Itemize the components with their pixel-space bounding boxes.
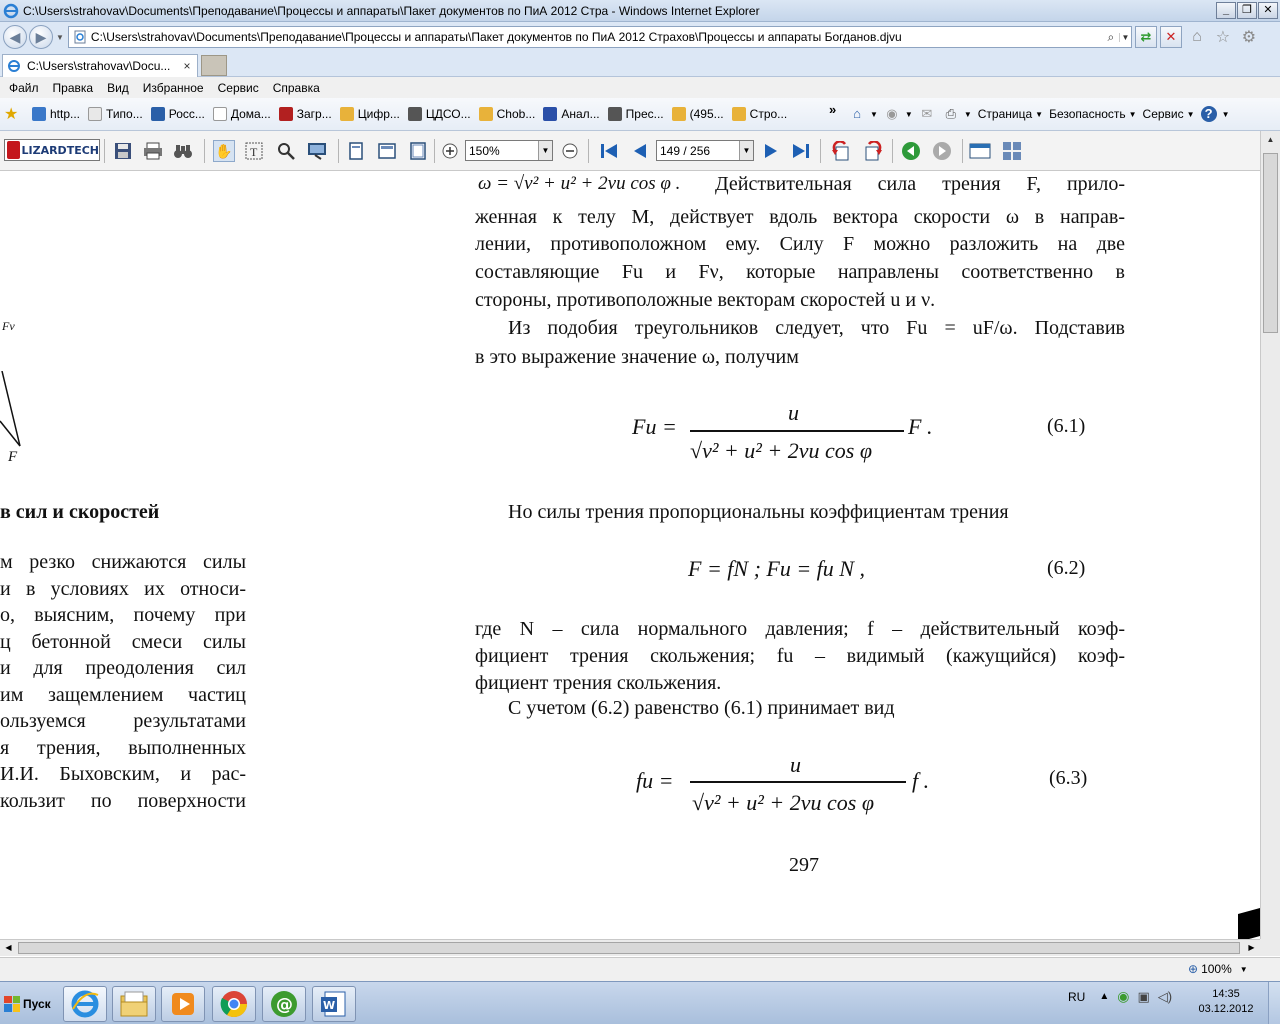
refresh-icon: ⇄ — [1140, 29, 1152, 44]
print-button[interactable] — [142, 140, 164, 162]
printer-icon: ⎙ — [945, 106, 957, 121]
mail-button[interactable] — [916, 104, 940, 124]
page-icon — [73, 30, 87, 44]
window-title: C:\Users\strahovav\Documents\Преподавание\Процессы и аппараты\Пакет документов по ПиА 2012 Стра - Windows Internet Explorer — [23, 3, 760, 18]
left-figure-arrow — [0, 371, 30, 456]
menu-edit[interactable]: Правка — [52, 80, 94, 95]
minimize-button[interactable]: _ — [1216, 2, 1236, 19]
favorite-link[interactable] — [275, 104, 336, 124]
paragraph-line: Действительная сила трения F, прило- — [715, 173, 1125, 195]
favorite-link-icon — [479, 107, 493, 121]
favorite-link[interactable] — [539, 104, 603, 124]
snapshot-icon — [307, 142, 327, 160]
find-button[interactable] — [172, 140, 194, 162]
favorite-link-icon — [32, 107, 46, 121]
favorite-link-label: Дома... — [230, 107, 271, 121]
windows-logo-icon — [4, 996, 20, 1012]
favorite-link-icon — [608, 107, 622, 121]
zoom-value: 150% — [469, 143, 500, 158]
paragraph-line: стороны, противоположные векторам скоростей u и ν. — [475, 289, 936, 311]
favorite-link-icon — [279, 107, 293, 121]
sidebar-icon — [969, 142, 991, 160]
safety-menu-label: Безопасность — [1049, 107, 1126, 121]
paragraph-line: Но силы трения пропорциональны коэффициентам трения — [508, 501, 1009, 523]
address-bar[interactable] — [68, 26, 1132, 48]
left-line: и для преодоления сил — [0, 657, 246, 679]
favorite-link-icon — [151, 107, 165, 121]
favorite-link-label: Типо... — [106, 107, 143, 121]
word-icon — [319, 989, 349, 1019]
zoom-select[interactable] — [465, 140, 553, 161]
eq2: F = fN ; Fu = fu N , — [688, 556, 865, 581]
play-icon — [169, 990, 197, 1018]
left-line: кользит по поверхности — [0, 789, 246, 812]
left-line: я трения, выполненных — [0, 736, 246, 759]
svg-text:T: T — [250, 145, 258, 159]
dropdown-arrow-icon: ▼ — [963, 109, 972, 119]
binoculars-icon — [173, 142, 193, 160]
left-line: и в условиях их относи- — [0, 577, 246, 600]
start-button[interactable] — [0, 986, 56, 1021]
eq1-rhs: F . — [908, 414, 933, 439]
top-formula: ω = √ν² + u² + 2νu cos φ . — [478, 173, 681, 194]
home-icon: ⌂ — [853, 106, 861, 121]
agent-tray-icon[interactable]: ◉ — [1117, 988, 1130, 1004]
page-number: 297 — [789, 854, 819, 876]
maximize-button[interactable]: ❐ — [1237, 2, 1257, 19]
lizardtech-logo-text: LIZARDTECH — [21, 143, 99, 157]
safety-menu[interactable] — [1046, 104, 1139, 124]
paragraph-line: С учетом (6.2) равенство (6.1) принимает вид — [508, 697, 895, 719]
more-favorites-chevron-icon[interactable]: » — [829, 102, 837, 117]
favorite-link-label: Анал... — [561, 107, 600, 121]
command-bar — [846, 104, 1232, 124]
eq1-denominator: √ν² + u² + 2νu cos φ — [690, 438, 872, 463]
paragraph-line: в это выражение значение ω, получим — [475, 346, 799, 368]
eq3-numerator: u — [790, 752, 801, 777]
favorite-link-label: Цифр... — [357, 107, 400, 121]
tab-title: C:\Users\strahovav\Docu... — [27, 59, 171, 73]
hand-icon: ✋ — [215, 142, 233, 159]
favorite-link-label: Стро... — [749, 107, 788, 121]
scroll-right-icon[interactable]: ▶ — [1248, 943, 1255, 952]
clock[interactable] — [1196, 987, 1256, 1017]
eq1-numerator: u — [788, 400, 799, 425]
dropdown-arrow-icon: ▼ — [1035, 109, 1044, 119]
zoom-out-button[interactable] — [559, 140, 581, 162]
left-line: И.И. Быховским, и рас- — [0, 763, 246, 785]
rss-icon: ◉ — [886, 106, 898, 121]
favorite-link-label: Росс... — [168, 107, 205, 121]
favorite-link-label: http... — [50, 107, 81, 121]
dropdown-arrow-icon: ▼ — [870, 109, 878, 119]
rotate-right-icon — [863, 141, 883, 161]
favorite-link[interactable] — [728, 104, 792, 124]
zoom-in-button[interactable] — [439, 140, 461, 162]
forward-view-button[interactable] — [931, 140, 953, 162]
dropdown-arrow-icon: ▼ — [1239, 964, 1248, 974]
next-page-icon — [763, 142, 779, 160]
url-text[interactable]: C:\Users\strahovav\Documents\Преподавание\Процессы и аппараты\Пакет документов по ПиА 2012 Страхов\Процессы и аппараты Богданов.djvu — [90, 30, 902, 44]
favorite-link-icon — [88, 107, 102, 121]
document-view[interactable] — [0, 171, 1260, 939]
previous-page-icon — [632, 142, 648, 160]
scroll-left-icon[interactable]: ◀ — [5, 943, 12, 952]
window-controls — [1216, 2, 1278, 19]
favorite-link[interactable] — [404, 104, 475, 124]
horizontal-scrollbar[interactable] — [0, 939, 1260, 956]
ie-icon — [70, 989, 100, 1019]
back-button[interactable] — [3, 25, 27, 49]
first-page-icon — [599, 142, 619, 160]
favorites-icon[interactable]: ★ — [4, 106, 19, 123]
favorite-link[interactable] — [147, 104, 209, 124]
paragraph-line: фициент трения скольжения; fu – видимый (кажущийся) коэф- — [475, 645, 1125, 667]
page-edge-shadow — [1238, 908, 1260, 939]
zoom-status[interactable] — [1188, 962, 1248, 976]
single-page-icon — [348, 142, 364, 160]
favorite-link[interactable] — [336, 104, 404, 124]
taskbar-word[interactable] — [312, 986, 356, 1022]
forward-button[interactable] — [29, 25, 53, 49]
previous-page-button[interactable] — [629, 140, 651, 162]
zoom-out-icon — [562, 143, 578, 159]
continuous-page-button[interactable] — [376, 140, 398, 162]
volume-icon[interactable]: ◁) — [1157, 988, 1173, 1004]
vertical-scrollbar[interactable] — [1260, 131, 1280, 939]
dropdown-arrow-icon[interactable]: ▼ — [739, 141, 753, 160]
snapshot-button[interactable] — [306, 140, 328, 162]
tray-expand-icon[interactable]: ▲ — [1099, 991, 1110, 1002]
taskbar-explorer[interactable] — [112, 986, 156, 1022]
thumbnails-icon — [1002, 141, 1022, 161]
forward-circle-icon — [932, 141, 952, 161]
favorite-link-icon — [543, 107, 557, 121]
chrome-icon — [219, 989, 249, 1019]
forward-arrow-icon: ▶ — [35, 28, 47, 45]
feeds-button[interactable] — [881, 104, 916, 124]
last-page-button[interactable] — [790, 140, 812, 162]
favorite-link-label: ЦДСО... — [425, 107, 471, 121]
thumbnails-button[interactable] — [1001, 140, 1023, 162]
favorite-link-label: (495... — [689, 107, 724, 121]
favorite-link-label: Прес... — [625, 107, 664, 121]
scroll-up-icon[interactable]: ▲ — [1266, 135, 1275, 144]
favorite-link-label: Загр... — [296, 107, 332, 121]
clock-date: 03.12.2012 — [1198, 1003, 1254, 1015]
status-bar — [0, 957, 1280, 981]
next-page-button[interactable] — [760, 140, 782, 162]
eq1-fraction-bar — [690, 430, 904, 432]
toolbar-separator — [104, 139, 105, 163]
taskbar-mail-agent[interactable] — [262, 986, 306, 1022]
dropdown-arrow-icon: ▼ — [904, 109, 913, 119]
text-select-button[interactable] — [243, 140, 265, 162]
back-circle-icon — [901, 141, 921, 161]
printer-icon — [143, 142, 163, 160]
toolbar-separator — [434, 139, 435, 163]
back-arrow-icon: ◀ — [9, 28, 21, 45]
svg-text:@: @ — [276, 995, 293, 1015]
left-heading: в сил и скоростей — [0, 501, 160, 523]
favorites-links — [28, 104, 791, 124]
clock-time: 14:35 — [1212, 988, 1240, 1000]
horizontal-scroll-thumb[interactable] — [18, 942, 1240, 954]
help-button[interactable] — [1198, 104, 1233, 124]
eq3-lhs: fu = — [636, 768, 674, 793]
tab-close-icon[interactable]: × — [183, 59, 191, 73]
left-line: о, выясним, почему при — [0, 604, 246, 626]
at-icon — [269, 989, 299, 1019]
left-line: ользуемся результатами — [0, 710, 246, 732]
search-icon[interactable]: ⌕ — [1107, 29, 1115, 44]
eq3-number: (6.3) — [1049, 767, 1088, 789]
magnifier-icon — [277, 142, 295, 160]
menu-help[interactable]: Справка — [272, 80, 320, 95]
eq1-lhs: Fu = — [632, 414, 677, 439]
ie-icon — [3, 3, 19, 19]
toolbar-separator — [892, 139, 893, 163]
rotate-right-button[interactable] — [862, 140, 884, 162]
favorite-link-icon — [213, 107, 227, 121]
zoom-tool-button[interactable] — [275, 140, 297, 162]
dropdown-arrow-icon: ▼ — [1128, 109, 1137, 119]
language-indicator[interactable]: RU — [1068, 989, 1086, 1004]
floppy-icon — [114, 142, 132, 160]
sidebar-toggle-button[interactable] — [969, 140, 991, 162]
favorite-link[interactable] — [475, 104, 540, 124]
left-line: м резко снижаются силы — [0, 551, 246, 573]
address-dropdown-icon[interactable]: ▼ — [1119, 33, 1131, 42]
page-value: 149 / 256 — [660, 143, 711, 158]
last-page-icon — [791, 142, 811, 160]
start-label: Пуск — [23, 996, 51, 1011]
rotate-left-button[interactable] — [830, 140, 852, 162]
back-view-button[interactable] — [900, 140, 922, 162]
address-row — [0, 22, 1280, 52]
favorite-link-icon — [732, 107, 746, 121]
folder-icon — [119, 990, 149, 1018]
gear-icon[interactable]: ⚙ — [1241, 29, 1257, 46]
eq3-denominator: √ν² + u² + 2νu cos φ — [692, 790, 874, 815]
fit-width-icon — [378, 142, 396, 160]
ie-page-icon — [7, 59, 21, 73]
save-button[interactable] — [112, 140, 134, 162]
show-desktop-button[interactable] — [1268, 982, 1280, 1024]
favorite-link-icon — [340, 107, 354, 121]
favorite-link-icon — [408, 107, 422, 121]
single-page-button[interactable] — [345, 140, 367, 162]
rotate-left-icon — [831, 141, 851, 161]
dropdown-arrow-icon: ▼ — [1186, 109, 1195, 119]
tab-active[interactable] — [2, 54, 198, 77]
taskbar-media-player[interactable] — [161, 986, 205, 1022]
menu-bar — [0, 77, 1280, 98]
zoom-in-icon — [442, 143, 458, 159]
favorite-link-icon — [672, 107, 686, 121]
help-icon: ? — [1201, 106, 1217, 122]
toolbar-separator — [820, 139, 821, 163]
favorites-star-icon[interactable]: ☆ — [1215, 29, 1231, 46]
svg-text:W: W — [323, 999, 336, 1012]
eq3-fraction-bar — [690, 781, 906, 783]
paragraph-line: лении, противоположном ему. Силу F можно разложить на две — [475, 233, 1125, 255]
taskbar-chrome[interactable] — [212, 986, 256, 1022]
toolbar-separator — [588, 139, 589, 163]
paragraph-line: женная к телу M, действует вдоль вектора скорости ω в направ- — [475, 206, 1125, 228]
favorite-link[interactable] — [28, 104, 84, 124]
first-page-button[interactable] — [598, 140, 620, 162]
tab-row — [0, 52, 1280, 77]
home-button[interactable] — [846, 104, 881, 124]
hand-tool-button[interactable] — [213, 140, 235, 162]
eq3-rhs: f . — [912, 768, 930, 793]
fit-page-button[interactable] — [407, 140, 429, 162]
home-icon[interactable]: ⌂ — [1192, 28, 1202, 45]
recent-pages-dropdown[interactable]: ▼ — [56, 32, 64, 42]
page-menu-label: Страница — [977, 107, 1033, 121]
favorite-link[interactable] — [209, 104, 275, 124]
favorite-link[interactable] — [84, 104, 147, 124]
toolbar-separator — [962, 139, 963, 163]
taskbar-ie[interactable] — [63, 986, 107, 1022]
paragraph-line: составляющие Fu и Fν, которые направлены соответственно в — [475, 261, 1125, 283]
menu-file[interactable]: Файл — [9, 80, 39, 95]
left-column-text — [0, 551, 246, 816]
menu-tools[interactable]: Сервис — [217, 80, 259, 95]
page-select[interactable] — [656, 140, 754, 161]
favorite-link[interactable] — [604, 104, 668, 124]
djvu-toolbar — [0, 131, 1260, 171]
refresh-button[interactable] — [1135, 26, 1157, 48]
menu-favorites[interactable]: Избранное — [142, 80, 204, 95]
print-button[interactable] — [940, 104, 975, 124]
paragraph-line: где N – сила нормального давления; f – действительный коэф- — [475, 618, 1125, 640]
scroll-corner — [1260, 939, 1280, 956]
mail-icon: ✉ — [921, 106, 933, 121]
tools-menu[interactable] — [1140, 104, 1198, 124]
lizardtech-icon — [7, 141, 20, 159]
dropdown-arrow-icon[interactable]: ▼ — [538, 141, 552, 160]
eq2-number: (6.2) — [1047, 557, 1086, 579]
text-select-icon — [245, 142, 263, 160]
new-tab-button[interactable] — [201, 55, 227, 76]
menu-view[interactable]: Вид — [107, 80, 129, 95]
eq1-number: (6.1) — [1047, 415, 1086, 437]
stop-icon: ✕ — [1165, 29, 1177, 44]
network-icon[interactable]: ▣ — [1137, 988, 1150, 1004]
title-bar — [0, 0, 1280, 22]
scroll-thumb[interactable] — [1263, 153, 1278, 333]
paragraph-line: Из подобия треугольников следует, что Fu = uF/ω. Подставив — [508, 317, 1125, 339]
left-line: ц бетонной смеси силы — [0, 630, 246, 653]
tools-menu-label: Сервис — [1142, 107, 1184, 121]
system-tray — [1068, 988, 1172, 1005]
close-button[interactable]: ✕ — [1258, 2, 1278, 19]
left-line: им защемлением частиц — [0, 683, 246, 706]
stop-button[interactable] — [1160, 26, 1182, 48]
zoom-status-value: 100% — [1201, 962, 1232, 976]
page-menu[interactable] — [975, 104, 1046, 124]
left-figure-label-fv: Fν — [2, 319, 15, 333]
fit-page-icon — [410, 142, 426, 160]
zoom-magnifier-icon: ⊕ — [1188, 962, 1199, 976]
taskbar — [0, 981, 1280, 1024]
lizardtech-logo[interactable] — [4, 139, 100, 161]
favorite-link-label: Chob... — [496, 107, 536, 121]
favorites-bar — [0, 98, 1280, 131]
toolbar-separator — [204, 139, 205, 163]
dropdown-arrow-icon: ▼ — [1221, 109, 1230, 119]
paragraph-line: фициент трения скольжения. — [475, 672, 722, 694]
left-figure-label-f: F — [8, 449, 18, 465]
favorite-link[interactable] — [668, 104, 728, 124]
toolbar-separator — [338, 139, 339, 163]
